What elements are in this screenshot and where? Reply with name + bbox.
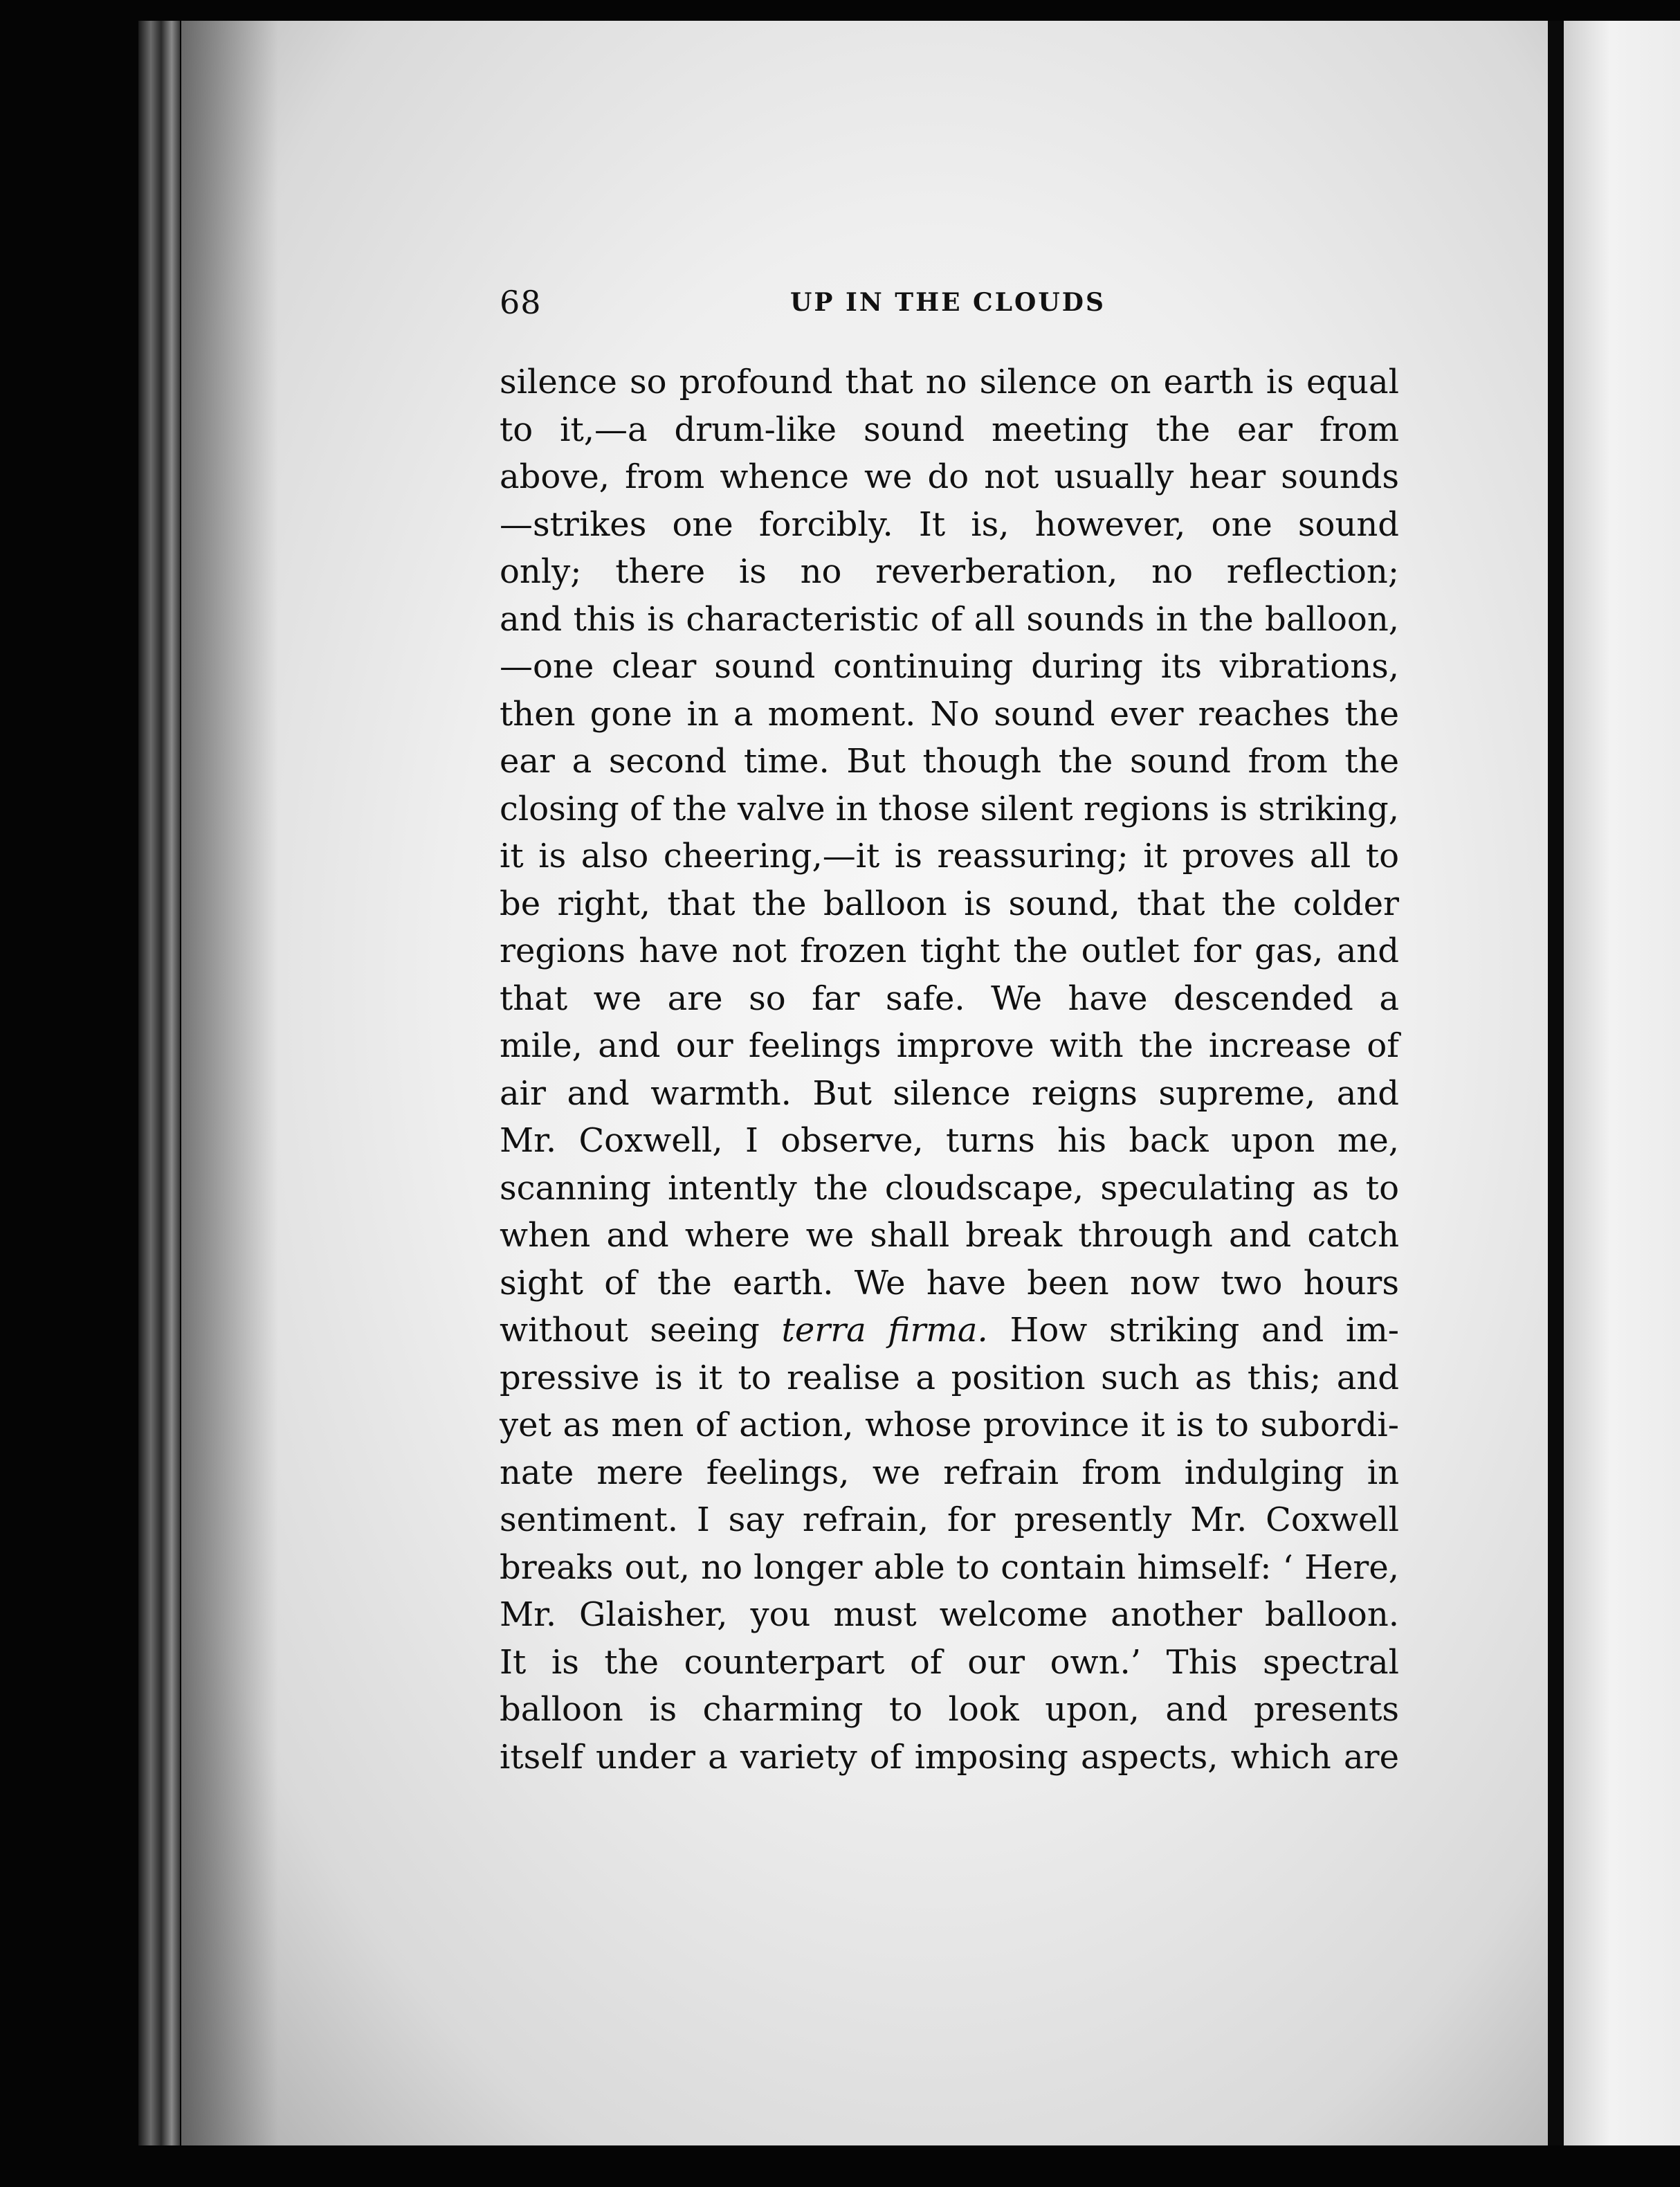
text-line-content: sight of the earth. We have been now two hours xyxy=(500,1263,1399,1303)
text-line xyxy=(500,453,1399,501)
page-shadow xyxy=(181,21,278,2145)
text-line xyxy=(500,548,1399,596)
text-line-content: breaks out, no longer able to contain himself: ‘ Here, xyxy=(500,1548,1399,1587)
text-line-content: itself under a variety of imposing aspects, which are xyxy=(500,1737,1399,1777)
text-line-content: and this is characteristic of all sounds in the balloon, xyxy=(500,599,1399,639)
text-line xyxy=(500,1734,1399,1781)
text-line-content: Mr. Coxwell, I observe, turns his back upon me, xyxy=(500,1121,1399,1160)
text-line-content: only; there is no reverberation, no reflection; xyxy=(500,552,1399,591)
text-line xyxy=(500,1212,1399,1260)
text-line xyxy=(500,927,1399,975)
text-line-content: How striking and im- xyxy=(987,1311,1400,1350)
body-text xyxy=(500,359,1427,1781)
text-line-content: regions have not frozen tight the outlet for gas, and xyxy=(500,932,1399,970)
text-line-content: silence so profound that no silence on earth is equal xyxy=(500,363,1399,401)
text-line xyxy=(500,1117,1399,1165)
text-line xyxy=(500,1449,1399,1497)
text-line xyxy=(500,786,1399,833)
text-line-content: nate mere feelings, we refrain from indulging in xyxy=(500,1453,1399,1492)
text-line xyxy=(500,1165,1399,1213)
text-line xyxy=(500,1496,1399,1544)
text-line-content: without seeing xyxy=(500,1311,782,1350)
text-line-content: ear a second time. But though the sound from the xyxy=(500,742,1399,781)
text-line-content: sentiment. I say refrain, for presently Mr. Coxwell xyxy=(500,1500,1399,1539)
text-line-content: that we are so far safe. We have descended a xyxy=(500,979,1399,1018)
text-line xyxy=(500,1354,1399,1402)
text-line xyxy=(500,1022,1399,1070)
page-gutter xyxy=(1548,21,1564,2145)
text-line-content: be right, that the balloon is sound, that the colder xyxy=(500,884,1399,923)
text-line xyxy=(500,1260,1399,1307)
text-line-content: Mr. Glaisher, you must welcome another balloon. xyxy=(500,1595,1399,1634)
text-line xyxy=(500,880,1399,928)
text-line-content: then gone in a moment. No sound ever reaches the xyxy=(500,694,1399,734)
text-line-content: balloon is charming to look upon, and presents xyxy=(500,1690,1399,1729)
text-line xyxy=(500,1401,1399,1449)
text-line xyxy=(500,1544,1399,1592)
text-line-content: closing of the valve in those silent regions is striking, xyxy=(500,789,1399,828)
text-line xyxy=(500,1307,1399,1354)
text-line-content: mile, and our feelings improve with the increase of xyxy=(500,1026,1399,1065)
text-line-content: It is the counterpart of our own.’ This spectral xyxy=(500,1642,1399,1682)
text-line xyxy=(500,1070,1399,1118)
text-line xyxy=(500,738,1399,786)
text-line xyxy=(500,406,1399,454)
text-line xyxy=(500,643,1399,691)
text-line-content: pressive is it to realise a position such as this; and xyxy=(500,1358,1399,1397)
text-line-content: when and where we shall break through and catch xyxy=(500,1216,1399,1255)
text-line xyxy=(500,975,1399,1023)
running-head xyxy=(500,284,1399,332)
text-line-content: to it,—a drum-like sound meeting the ear from xyxy=(500,410,1399,449)
facing-page-edge xyxy=(1564,21,1680,2145)
text-line-content: —one clear sound continuing during its vibrations, xyxy=(500,647,1399,686)
text-line-content: —strikes one forcibly. It is, however, one sound xyxy=(500,505,1399,544)
page-number: 68 xyxy=(500,284,542,321)
text-line-content: yet as men of action, whose province it is to subordi- xyxy=(500,1406,1399,1444)
text-line xyxy=(500,1686,1399,1734)
text-line xyxy=(500,833,1399,880)
text-line-content: it is also cheering,—it is reassuring; it proves all to xyxy=(500,837,1399,875)
italic-phrase: terra firma. xyxy=(781,1311,988,1350)
book-spine-edge xyxy=(138,21,180,2145)
text-line-content: scanning intently the cloudscape, speculating as to xyxy=(500,1168,1399,1208)
text-line xyxy=(500,691,1399,738)
text-line xyxy=(500,501,1399,549)
text-line xyxy=(500,1591,1399,1639)
text-line xyxy=(500,596,1399,644)
text-line-content: above, from whence we do not usually hear sounds xyxy=(500,457,1399,496)
running-title: UP IN THE CLOUDS xyxy=(790,288,1106,317)
text-line-content: air and warmth. But silence reigns supreme, and xyxy=(500,1073,1399,1113)
text-line xyxy=(500,359,1399,406)
text-line xyxy=(500,1639,1399,1687)
